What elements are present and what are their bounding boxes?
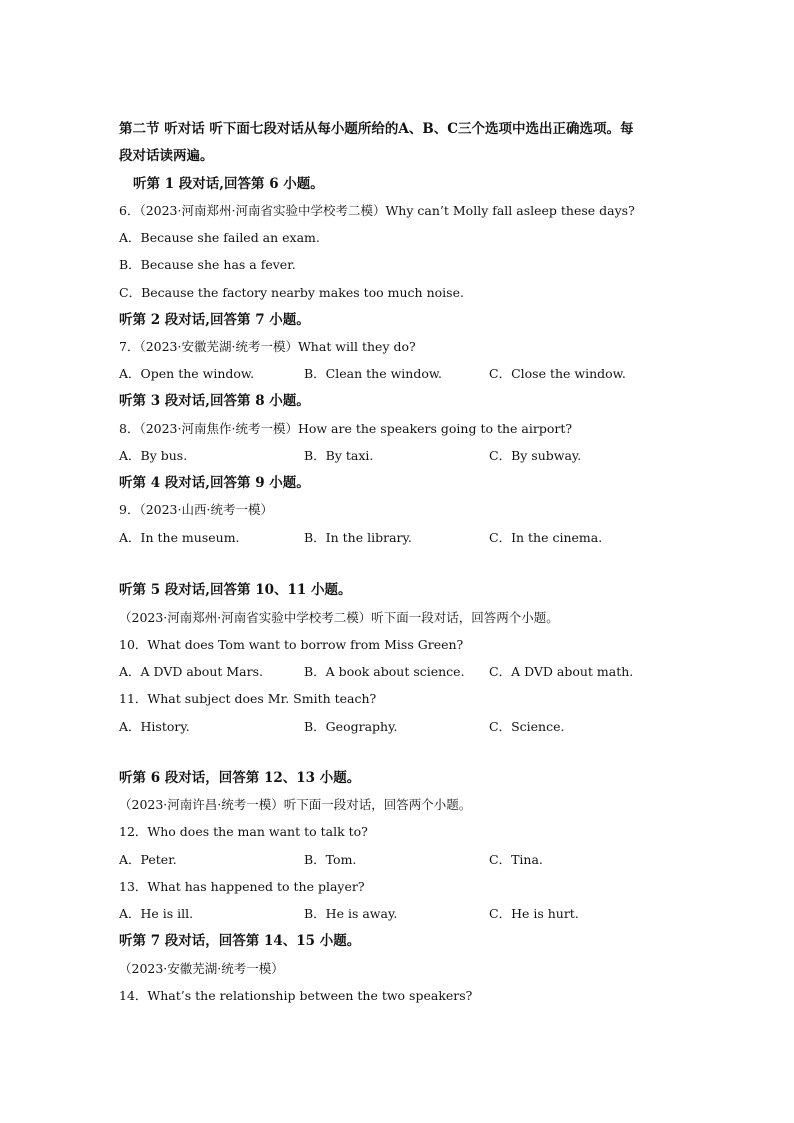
question-11-option-c: C．Science. [489,719,565,734]
question-6-option-a: A．Because she failed an exam. [119,230,320,245]
question-12-option-b: B．Tom. [304,852,357,867]
question-13-option-b: B．He is away. [304,906,398,921]
dialogue-2-title: 听第 2 段对话,回答第 7 小题。 [119,312,310,328]
section-heading-line2: 段对话读两遍。 [119,148,214,164]
question-8-option-b: B．By taxi. [304,448,374,463]
dialogue-7-title: 听第 7 段对话，回答第 14、15 小题。 [119,933,361,949]
question-10-option-a: A．A DVD about Mars. [119,664,263,679]
question-12: 12．Who does the man want to talk to? [119,824,368,839]
question-9: 9．（2023·山西·统考一模） [119,502,273,517]
question-10-option-c: C．A DVD about math. [489,664,634,679]
dialogue-6-source: （2023·河南许昌·统考一模）听下面一段对话，回答两个小题。 [119,797,472,812]
question-9-option-c: C．In the cinema. [489,530,603,545]
question-6-option-c: C．Because the factory nearby makes too much noise. [119,285,464,300]
question-10-option-b: B．A book about science. [304,664,465,679]
dialogue-6-title: 听第 6 段对话，回答第 12、13 小题。 [119,770,361,786]
question-7-option-c: C．Close the window. [489,366,626,381]
question-11: 11．What subject does Mr. Smith teach? [119,691,377,706]
question-13-option-a: A．He is ill. [119,906,194,921]
question-9-option-b: B．In the library. [304,530,412,545]
question-6-option-b: B．Because she has a fever. [119,257,296,272]
question-8: 8．（2023·河南焦作·统考一模）How are the speakers going to the airport? [119,421,573,436]
question-12-option-c: C．Tina. [489,852,543,867]
question-6: 6．（2023·河南郑州·河南省实验中学校考二模）Why can’t Molly fall asleep these days? [119,203,635,218]
dialogue-5-title: 听第 5 段对话,回答第 10、11 小题。 [119,582,352,598]
question-8-option-a: A．By bus. [119,448,188,463]
question-13-option-c: C．He is hurt. [489,906,579,921]
dialogue-7-source: （2023·安徽芜湖·统考一模） [119,961,284,976]
question-7: 7．（2023·安徽芜湖·统考一模）What will they do? [119,339,416,354]
question-7-option-a: A．Open the window. [119,366,255,381]
question-13: 13．What has happened to the player? [119,879,365,894]
dialogue-3-title: 听第 3 段对话,回答第 8 小题。 [119,393,310,409]
question-8-option-c: C．By subway. [489,448,582,463]
question-12-option-a: A．Peter. [119,852,177,867]
dialogue-5-source: （2023·河南郑州·河南省实验中学校考二模）听下面一段对话，回答两个小题。 [119,610,559,625]
dialogue-4-title: 听第 4 段对话,回答第 9 小题。 [119,475,310,491]
question-10: 10．What does Tom want to borrow from Miss Green? [119,637,464,652]
section-heading-line1: 第二节 听对话 听下面七段对话从每小题所给的A、B、C三个选项中选出正确选项。每 [119,121,634,137]
question-11-option-b: B．Geography. [304,719,398,734]
question-11-option-a: A．History. [119,719,190,734]
question-9-option-a: A．In the museum. [119,530,240,545]
question-14: 14．What’s the relationship between the two speakers? [119,988,473,1003]
dialogue-1-title: 听第 1 段对话,回答第 6 小题。 [133,176,324,192]
question-7-option-b: B．Clean the window. [304,366,443,381]
